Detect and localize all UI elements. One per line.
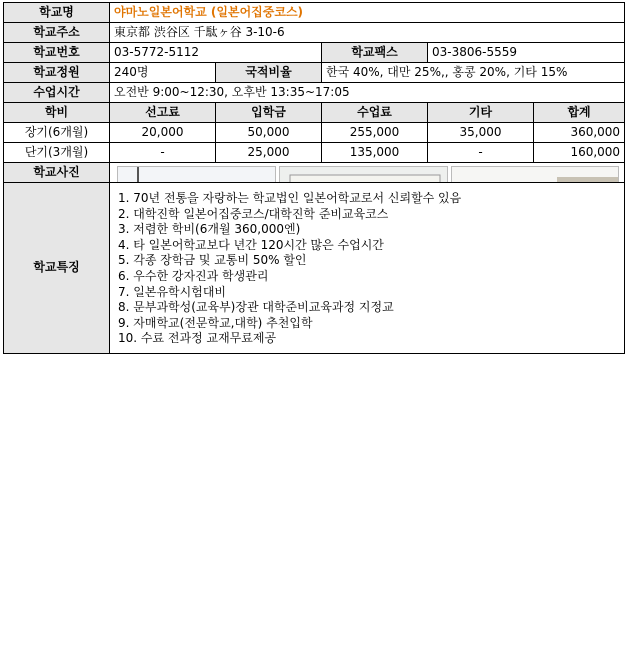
fee-header-admission: 입학금 (216, 103, 322, 123)
photo-building (117, 166, 276, 183)
fee-cell: 20,000 (110, 123, 216, 143)
fee-cell: 135,000 (322, 143, 428, 163)
label-nationality: 국적비율 (216, 63, 322, 83)
fee-cell: 25,000 (216, 143, 322, 163)
fee-row-short (4, 143, 625, 163)
fee-header-application: 선고료 (110, 103, 216, 123)
row-phone-fax (4, 43, 625, 63)
school-class-time: 오전반 9:00~12:30, 오후반 13:35~17:05 (110, 83, 625, 103)
school-address: 東京都 渋谷区 千駄ヶ谷 3-10-6 (110, 23, 625, 43)
fee-cell: - (428, 143, 534, 163)
feature-item: 9. 자매학교(전문학교,대학) 추천입학 (118, 315, 313, 330)
label-capacity: 학교정원 (4, 63, 110, 83)
feature-item: 10. 수료 전과정 교재무료제공 (118, 331, 277, 346)
row-photos (4, 163, 625, 183)
fee-row-label: 장기(6개월) (4, 123, 110, 143)
photo-entrance (279, 166, 448, 183)
school-fax: 03-3806-5559 (428, 43, 625, 63)
label-class-time: 수업시간 (4, 83, 110, 103)
feature-item: 8. 문부과학성(교육부)장관 대학준비교육과정 지정교 (118, 300, 394, 315)
fee-header-tuition: 학비 (4, 103, 110, 123)
school-name: 야마노일본어학교 (일본어집중코스) (110, 3, 625, 23)
school-capacity: 240명 (110, 63, 216, 83)
fee-cell: 35,000 (428, 123, 534, 143)
feature-item: 1. 70년 전통을 자랑하는 학교법인 일본어학교로서 신뢰할수 있음 (118, 191, 462, 205)
school-info-table (3, 2, 625, 354)
row-class-time (4, 83, 625, 103)
feature-item: 5. 각종 장학금 및 교통비 50% 할인 (118, 253, 307, 268)
photo-gallery (110, 163, 625, 183)
fee-cell-total: 160,000 (534, 143, 625, 163)
feature-item: 6. 우수한 강자진과 학생관리 (118, 268, 269, 283)
fee-header-row (4, 103, 625, 123)
row-school-name (4, 3, 625, 23)
fee-row-label: 단기(3개월) (4, 143, 110, 163)
label-school-name: 학교명 (4, 3, 110, 23)
fee-row-long (4, 123, 625, 143)
feature-item: 4. 타 일본어학교보다 년간 120시간 많은 수업시간 (118, 237, 384, 252)
fee-cell-total: 360,000 (534, 123, 625, 143)
feature-item: 2. 대학진학 일본어집중코스/대학진학 준비교육코스 (118, 206, 389, 221)
school-nationality: 한국 40%, 대만 25%,, 홍콩 20%, 기타 15% (322, 63, 625, 83)
row-capacity-nationality (4, 63, 625, 83)
fee-header-other: 기타 (428, 103, 534, 123)
features-list (110, 183, 625, 354)
school-phone: 03-5772-5112 (110, 43, 322, 63)
label-phone: 학교번호 (4, 43, 110, 63)
row-features (4, 183, 625, 354)
label-photos: 학교사진 (4, 163, 110, 183)
feature-item: 3. 저렴한 학비(6개월 360,000엔) (118, 222, 301, 237)
fee-cell: - (110, 143, 216, 163)
fee-cell: 50,000 (216, 123, 322, 143)
row-address (4, 23, 625, 43)
feature-item: 7. 일본유학시험대비 (118, 284, 227, 299)
fee-cell: 255,000 (322, 123, 428, 143)
photo-lounge (451, 166, 619, 183)
fee-header-total: 합계 (534, 103, 625, 123)
label-fax: 학교팩스 (322, 43, 428, 63)
fee-header-lesson: 수업료 (322, 103, 428, 123)
label-address: 학교주소 (4, 23, 110, 43)
label-features: 학교특징 (4, 183, 110, 354)
